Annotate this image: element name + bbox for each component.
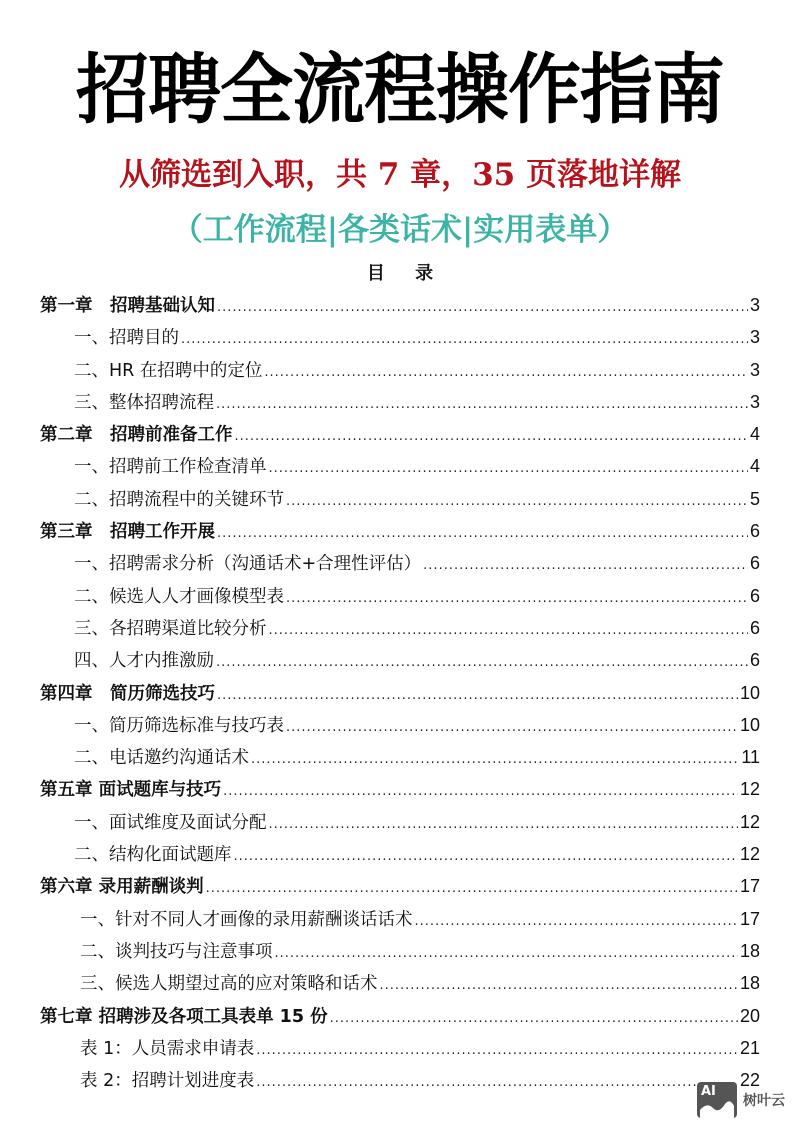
toc-section-entry[interactable] [40,935,760,967]
toc-section-entry[interactable] [40,967,760,999]
toc-section-entry[interactable] [40,386,760,418]
toc-page-number: 18 [739,973,760,994]
toc-entry-label: 第三章 招聘工作开展 [40,522,215,543]
toc-page-number: 3 [749,295,760,315]
toc-entry-label: 一、针对不同人才画像的录用薪酬谈话话术 [80,909,413,930]
toc-entry-label: 三、整体招聘流程 [74,392,214,413]
toc-page-number: 21 [739,1037,760,1058]
toc-heading: 目 录 [366,263,446,284]
toc-page-number: 20 [739,1005,760,1026]
toc-leader-dots [269,453,748,485]
toc-entry-label: 四、人才内推激励 [74,651,214,672]
toc-leader-dots [217,292,748,324]
toc-page-number: 6 [749,585,760,606]
toc-page-number: 12 [739,779,760,800]
toc-leader-dots [330,1003,738,1035]
toc-leader-dots [286,486,748,518]
toc-entry-label: 第六章 录用薪酬谈判 [40,877,204,898]
toc-page-number: 17 [739,876,760,897]
toc-entry-label: 二、候选人人才画像模型表 [74,586,284,607]
toc-page-number: 6 [749,521,760,542]
toc-chapter-entry[interactable] [40,515,760,547]
watermark-text: 树叶云 [743,1093,785,1109]
toc-page-number: 6 [749,617,760,638]
toc-page-number: 17 [739,908,760,929]
toc-page-number: 12 [739,811,760,832]
document-subtitle: 从筛选到入职，共 7 章，35 页落地详解 [118,157,682,193]
toc-section-entry[interactable] [40,741,760,773]
document-subtitle-secondary: （工作流程|各类话术|实用表单） [171,212,629,248]
toc-leader-dots [206,873,738,905]
toc-chapter-entry[interactable] [40,418,760,450]
toc-page-number: 11 [741,747,760,768]
toc-leader-dots [256,1067,738,1099]
toc-page-number: 12 [739,844,760,865]
document-title: 招聘全流程操作指南 [76,45,724,134]
toc-section-entry[interactable] [40,903,760,935]
ai-image-icon [697,1082,737,1118]
toc-page-number: 18 [739,940,760,961]
toc-leader-dots [286,583,748,615]
toc-entry-label: 第五章 面试题库与技巧 [40,780,222,801]
toc-section-entry[interactable] [40,450,760,482]
toc-page-number: 10 [739,682,760,703]
toc-entry-label: 二、HR 在招聘中的定位 [74,360,263,381]
toc-entry-label: 三、各招聘渠道比较分析 [74,618,267,639]
toc-section-entry[interactable] [40,644,760,676]
toc-leader-dots [216,389,748,421]
toc-section-entry[interactable] [40,838,760,870]
toc-leader-dots [251,744,739,776]
toc-leader-dots [380,970,738,1002]
toc-page-number: 3 [749,327,760,348]
toc-leader-dots [217,518,748,550]
toc-leader-dots [286,712,738,744]
toc-entry-label: 表 1：人员需求申请表 [80,1038,255,1059]
toc-page-number: 4 [749,456,760,477]
toc-entry-label: 第一章 招聘基础认知 [40,296,215,316]
toc-leader-dots [181,324,748,356]
toc-entry-label: 第七章 招聘涉及各项工具表单 15 份 [40,1006,328,1027]
toc-section-entry[interactable] [40,580,760,612]
toc-leader-dots [275,938,738,970]
toc-section-entry[interactable] [40,612,760,644]
toc-section-entry[interactable] [40,709,760,741]
toc-entry-label: 第二章 招聘前准备工作 [40,425,233,446]
toc-chapter-entry[interactable] [40,289,760,321]
toc-chapter-entry[interactable] [40,773,760,805]
toc-section-entry[interactable] [40,483,760,515]
toc-leader-dots [264,357,748,389]
watermark-icon-text: AI [701,1084,716,1099]
toc-page-number: 3 [749,391,760,412]
toc-page-number: 6 [749,553,760,574]
toc-page-number: 3 [749,359,760,380]
toc-entry-label: 一、招聘需求分析（沟通话术+合理性评估） [74,554,422,575]
toc-leader-dots [217,680,738,712]
toc-entry-label: 二、招聘流程中的关键环节 [74,489,284,510]
toc-chapter-entry[interactable] [40,677,760,709]
toc-page-number: 22 [739,1070,760,1091]
toc-page-number: 4 [749,424,760,445]
toc-section-entry[interactable] [40,1032,760,1064]
toc-section-entry[interactable] [40,1064,760,1096]
toc-section-entry[interactable] [40,354,760,386]
toc-leader-dots [235,421,748,453]
toc-entry-label: 一、招聘目的 [74,328,179,349]
toc-section-entry[interactable] [40,321,760,353]
watermark [697,1082,785,1118]
toc-entry-label: 二、谈判技巧与注意事项 [80,941,273,962]
toc-chapter-entry[interactable] [40,870,760,902]
toc-leader-dots [223,776,738,808]
toc-page-number: 5 [749,488,760,509]
toc-entry-label: 二、电话邀约沟通话术 [74,748,249,769]
toc-leader-dots [269,615,748,647]
toc-leader-dots [216,647,748,679]
toc-page-number: 10 [739,714,760,735]
toc-leader-dots [415,906,738,938]
toc-entry-label: 表 2：招聘计划进度表 [80,1071,255,1092]
toc-section-entry[interactable] [40,806,760,838]
toc-leader-dots [234,841,738,873]
toc-chapter-entry[interactable] [40,1000,760,1032]
toc-leader-dots [256,1035,738,1067]
toc-page-number: 6 [749,650,760,671]
toc-entry-label: 二、结构化面试题库 [74,845,232,866]
toc-entry-label: 第四章 简历筛选技巧 [40,683,215,704]
toc-leader-dots [423,550,748,582]
toc-entry-label: 三、候选人期望过高的应对策略和话术 [80,974,378,995]
table-of-contents [40,289,760,1096]
toc-entry-label: 一、面试维度及面试分配 [74,812,267,833]
toc-section-entry[interactable] [40,547,760,579]
toc-entry-label: 一、简历筛选标准与技巧表 [74,715,284,736]
toc-entry-label: 一、招聘前工作检查清单 [74,457,267,478]
toc-leader-dots [269,809,738,841]
